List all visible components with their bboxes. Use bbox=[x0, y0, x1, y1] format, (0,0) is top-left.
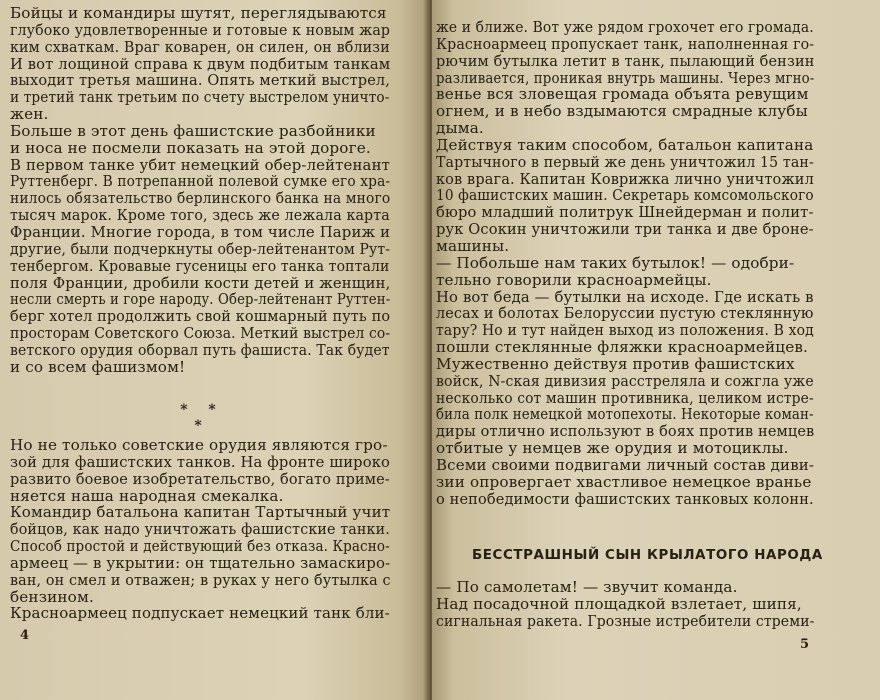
text-line: ков врага. Капитан Коврижка лично уничтожил bbox=[436, 169, 814, 188]
text-line: Мужественно действуя против фашистских bbox=[436, 354, 795, 373]
left-page bbox=[0, 0, 430, 700]
text-line: рючим бутылка летит в танк, пылающий бензин bbox=[436, 51, 815, 70]
text-line: войск, N-ская дивизия расстреляла и сожгла уже bbox=[436, 371, 814, 390]
text-line: В первом танке убит немецкий обер-лейтенант bbox=[10, 155, 391, 174]
text-line: Франции. Многие города, в том числе Париж и bbox=[10, 222, 391, 241]
text-line: просторам Советского Союза. Меткий выстрел со- bbox=[10, 324, 391, 343]
text-line: же и ближе. Вот уже рядом грохочет его громада. bbox=[436, 18, 814, 36]
text-line: зой для фашистских танков. На фронте широко bbox=[10, 452, 391, 471]
text-line: Действуя таким способом, батальон капитана bbox=[436, 135, 814, 154]
text-line: тельно говорили красноармейцы. bbox=[436, 270, 712, 289]
text-line: несколько сот машин противника, целиком истре- bbox=[436, 388, 814, 407]
text-line: поля Франции, дробили кости детей и женщин, bbox=[10, 273, 391, 292]
right-page-text-block-2 bbox=[436, 579, 814, 630]
text-line: бойцов, как надо уничтожать фашистские танки. bbox=[10, 520, 390, 539]
text-line: Командир батальона капитан Тартычный учит bbox=[10, 503, 391, 522]
text-line: и носа не посмели показать на этой дороге. bbox=[10, 138, 371, 157]
text-line: жен. bbox=[10, 105, 49, 124]
text-line: Всеми своими подвигами личный состав диви- bbox=[436, 455, 815, 474]
text-line: другие, были подчеркнуты обер-лейтенантом Рут- bbox=[10, 239, 391, 258]
text-line: — Побольше нам таких бутылок! — одобри- bbox=[436, 253, 795, 272]
text-line: Бойцы и командиры шутят, переглядываются bbox=[10, 4, 387, 22]
left-page-text-block-2 bbox=[10, 437, 390, 622]
text-line: — По самолетам! — звучит команда. bbox=[436, 578, 738, 596]
text-line: Но вот беда — бутылки на исходе. Где искать в bbox=[436, 287, 814, 306]
text-line: И вот лощиной справа к двум подбитым танкам bbox=[10, 54, 391, 73]
text-line: ветского орудия оборвал путь фашиста. Так будет bbox=[10, 340, 390, 359]
text-line: зии опровергает хвастливое немецкое вранье bbox=[436, 472, 812, 491]
text-line: рук Осокин уничтожили три танка и две броне- bbox=[436, 220, 814, 239]
text-line: Больше в этот день фашистские разбойники bbox=[10, 121, 376, 140]
text-line: берг хотел продолжить свой кошмарный путь по bbox=[10, 307, 391, 326]
text-line: Тартычного в первый же день уничтожил 15 тан- bbox=[436, 152, 814, 171]
text-line: о непобедимости фашистских танковых колонн. bbox=[436, 489, 814, 508]
text-line: нилось обязательство берлинского банка на много bbox=[10, 189, 391, 208]
text-line: няется наша народная смекалка. bbox=[10, 486, 284, 505]
text-line: тенбергом. Кровавые гусеницы его танка топтали bbox=[10, 256, 390, 275]
right-page-text-block-1 bbox=[436, 19, 814, 507]
text-line: тару? Но и тут найден выход из положения. В ход bbox=[436, 321, 814, 340]
text-line: венье вся зловещая громада объята ревущим bbox=[436, 85, 809, 104]
page-number-left: 4 bbox=[20, 628, 30, 643]
text-line: Но не только советские орудия являются гро- bbox=[10, 436, 388, 454]
left-page-text-block-1 bbox=[10, 5, 390, 376]
right-page bbox=[432, 0, 880, 700]
text-line: глубоко удовлетворенные и готовые к новым жар bbox=[10, 20, 391, 39]
text-line: разливается, проникая внутрь машины. Через мгно- bbox=[436, 68, 815, 87]
text-line: пошли стеклянные фляжки красноармейцев. bbox=[436, 338, 809, 357]
text-line: и со всем фашизмом! bbox=[10, 357, 186, 376]
text-line: отбитые у немцев же орудия и мотоциклы. bbox=[436, 439, 789, 458]
text-line: ван, он смел и отважен; в руках у него бутылка с bbox=[10, 570, 391, 589]
text-line: несли смерть и горе народу. Обер-лейтенант Руттен- bbox=[10, 290, 391, 309]
text-line: выходит третья машина. Опять меткий выстрел, bbox=[10, 71, 391, 90]
text-line: Красноармеец пропускает танк, наполненная го- bbox=[436, 34, 815, 53]
text-line: Над посадочной площадкой взлетает, шипя, bbox=[436, 594, 802, 613]
text-line: тысяч марок. Кроме того, здесь же лежала карта bbox=[10, 206, 390, 225]
text-line: бюро младший политрук Шнейдерман и полит- bbox=[436, 203, 814, 222]
text-line: машины. bbox=[436, 236, 510, 255]
text-line: дыма. bbox=[436, 119, 484, 138]
text-line: лесах и болотах Белоруссии пустую стеклянную bbox=[436, 304, 814, 323]
text-line: ким схваткам. Враг коварен, он силен, он вблизи bbox=[10, 37, 390, 56]
text-line: сигнальная ракета. Грозные истребители стреми- bbox=[436, 611, 815, 630]
text-line: и третий танк третьим по счету выстрелом уничто- bbox=[10, 88, 390, 107]
page-number-right: 5 bbox=[800, 637, 810, 652]
section-separator-stars: * * * bbox=[180, 402, 224, 434]
section-heading: БЕССТРАШНЫЙ СЫН КРЫЛАТОГО НАРОДА bbox=[472, 548, 823, 563]
text-line: развито боевое изобретательство, богато приме- bbox=[10, 469, 390, 488]
text-line: Красноармеец подпускает немецкий танк бли- bbox=[10, 604, 390, 623]
text-line: бензином. bbox=[10, 587, 94, 606]
text-line: Руттенберг. В потрепанной полевой сумке его хра- bbox=[10, 172, 391, 191]
text-line: 10 фашистских машин. Секретарь комсомольского bbox=[436, 186, 814, 205]
text-line: диры отлично используют в боях против немцев bbox=[436, 422, 815, 441]
text-line: огнем, и в небо вздымаются смрадные клубы bbox=[436, 102, 808, 121]
text-line: била полк немецкой мотопехоты. Некоторые коман- bbox=[436, 405, 814, 424]
text-line: армеец — в укрытии: он тщательно замаскиро- bbox=[10, 553, 391, 572]
text-line: Способ простой и действующий без отказа. Красно- bbox=[10, 537, 390, 556]
